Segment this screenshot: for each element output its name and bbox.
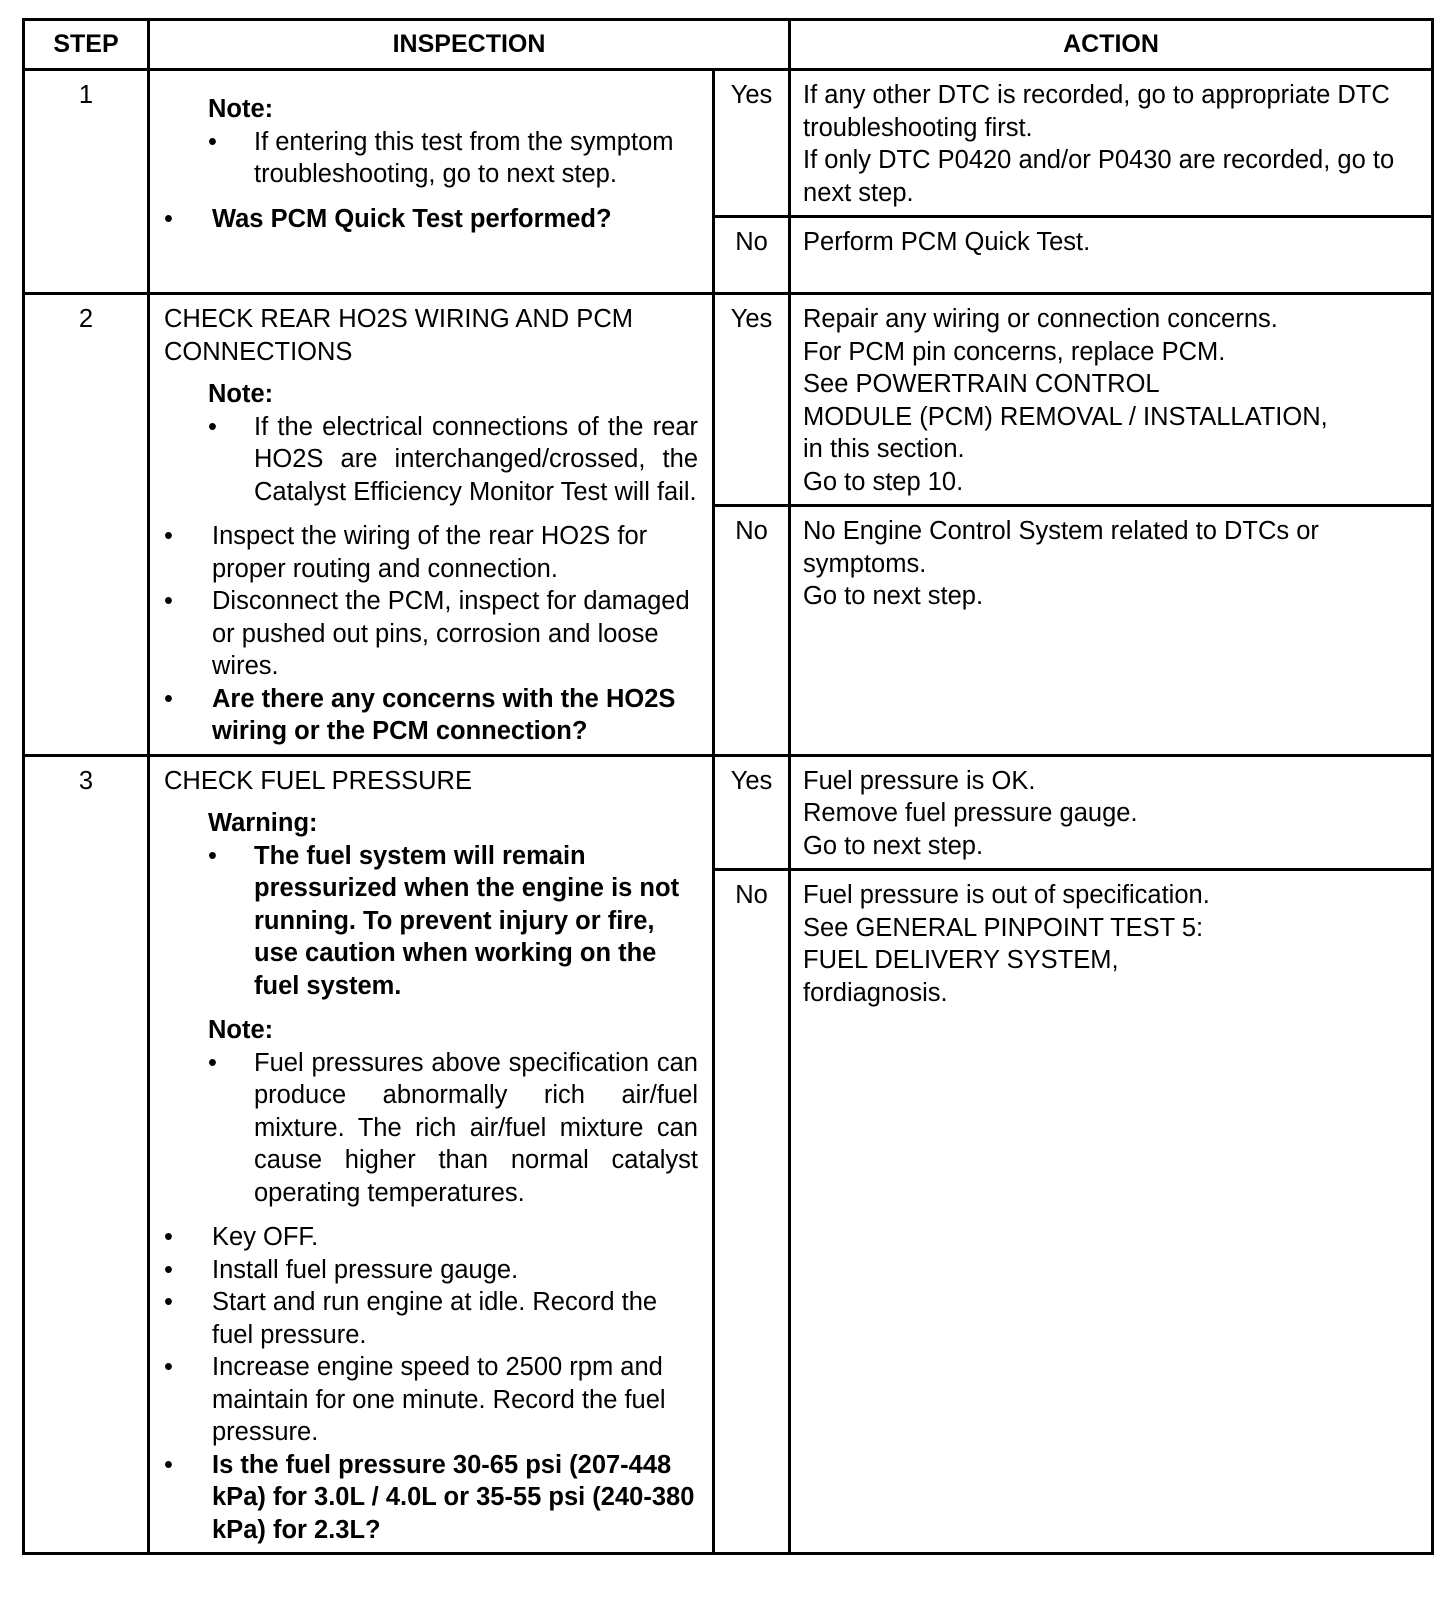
step1-yes-row (24, 70, 1433, 217)
step2-yes-action: Repair any wiring or connection concerns. For PCM pin concerns, replace PCM. See POWERTRAIN CONTROL MODULE (PCM) REMOVAL / INSTALLATION, in this section. Go to step 10. (790, 294, 1433, 506)
step3-item: • Key OFF. (164, 1221, 698, 1254)
step3-yes-action: Fuel pressure is OK. Remove fuel pressure gauge. Go to next step. (790, 755, 1433, 870)
step1-no-label: No (714, 217, 790, 294)
step2-yes-label: Yes (714, 294, 790, 506)
step2-heading: CHECK REAR HO2S WIRING AND PCM CONNECTIONS (164, 305, 633, 366)
step3-question: • Is the fuel pressure 30-65 psi (207-448 kPa) for 3.0L / 4.0L or 35-55 psi (240-380 kPa) for 2.3L? (164, 1449, 698, 1547)
step3-item: • Install fuel pressure gauge. (164, 1254, 698, 1287)
step2-item: • Disconnect the PCM, inspect for damaged or pushed out pins, corrosion and loose wires. (164, 585, 698, 683)
header-step: STEP (24, 20, 149, 70)
step3-warning (208, 807, 698, 1002)
bullet: • (164, 684, 173, 713)
header-inspection: INSPECTION (149, 20, 790, 70)
step3-item: • Increase engine speed to 2500 rpm and maintain for one minute. Record the fuel pressure. (164, 1351, 698, 1449)
step3-yes-label: Yes (714, 755, 790, 870)
step2-note-item: • If the electrical connections of the rear HO2S are interchanged/crossed, the Catalyst Efficiency Monitor Test will fail. (208, 411, 698, 509)
bullet: • (164, 204, 173, 233)
bullet: • (208, 127, 217, 156)
step2-question: • Are there any concerns with the HO2S wiring or the PCM connection? (164, 683, 698, 748)
step1-number: 1 (24, 70, 149, 294)
step3-number: 3 (24, 755, 149, 1554)
step1-no-action: Perform PCM Quick Test. (790, 217, 1433, 294)
step3-note (208, 1014, 698, 1209)
header-row (24, 20, 1433, 70)
step2-item: • Inspect the wiring of the rear HO2S for proper routing and connection. (164, 520, 698, 585)
step1-yes-label: Yes (714, 70, 790, 217)
step3-yes-row (24, 755, 1433, 870)
bullet: • (164, 1288, 173, 1316)
diagnostic-table (22, 18, 1434, 1555)
bullet: • (208, 841, 217, 870)
step3-inspection (149, 755, 714, 1554)
step1-note (208, 93, 698, 191)
bullet: • (164, 1450, 173, 1479)
step3-no-label: No (714, 870, 790, 1554)
step3-items (164, 1221, 698, 1546)
step3-item: • Start and run engine at idle. Record the fuel pressure. (164, 1286, 698, 1351)
step3-warning-title: Warning: (208, 809, 318, 837)
step1-question: • Was PCM Quick Test performed? (164, 203, 698, 236)
step1-inspection (149, 70, 714, 294)
bullet: • (208, 1048, 217, 1077)
header-action: ACTION (790, 20, 1433, 70)
step2-note-title: Note: (208, 380, 274, 408)
step2-no-label: No (714, 506, 790, 756)
step2-no-action: No Engine Control System related to DTCs or symptoms. Go to next step. (790, 506, 1433, 756)
step3-warning-item: • The fuel system will remain pressurized when the engine is not running. To prevent injury or fire, use caution when working on the fuel system. (208, 840, 698, 1003)
step1-note-item: • If entering this test from the symptom troubleshooting, go to next step. (208, 126, 698, 191)
step1-note-title: Note: (208, 95, 274, 123)
step2-note (208, 378, 698, 508)
step1-yes-action: If any other DTC is recorded, go to appropriate DTC troubleshooting first. If only DTC P0420 and/or P0430 are recorded, go to next step. (790, 70, 1433, 217)
step3-no-action: Fuel pressure is out of specification. See GENERAL PINPOINT TEST 5: FUEL DELIVERY SYSTEM, fordiagnosis. (790, 870, 1433, 1554)
step3-heading: CHECK FUEL PRESSURE (164, 766, 472, 795)
bullet: • (208, 412, 217, 441)
bullet: • (164, 1353, 173, 1381)
bullet: • (164, 1223, 173, 1251)
step2-yes-row (24, 294, 1433, 506)
step2-items (164, 520, 698, 748)
step3-note-item: • Fuel pressures above specification can produce abnormally rich air/fuel mixture. The rich air/fuel mixture can cause higher than normal catalyst operating temperatures. (208, 1047, 698, 1210)
bullet: • (164, 587, 173, 615)
step3-note-title: Note: (208, 1016, 274, 1044)
bullet: • (164, 522, 173, 550)
bullet: • (164, 1255, 173, 1284)
step2-number: 2 (24, 294, 149, 756)
step2-inspection (149, 294, 714, 756)
